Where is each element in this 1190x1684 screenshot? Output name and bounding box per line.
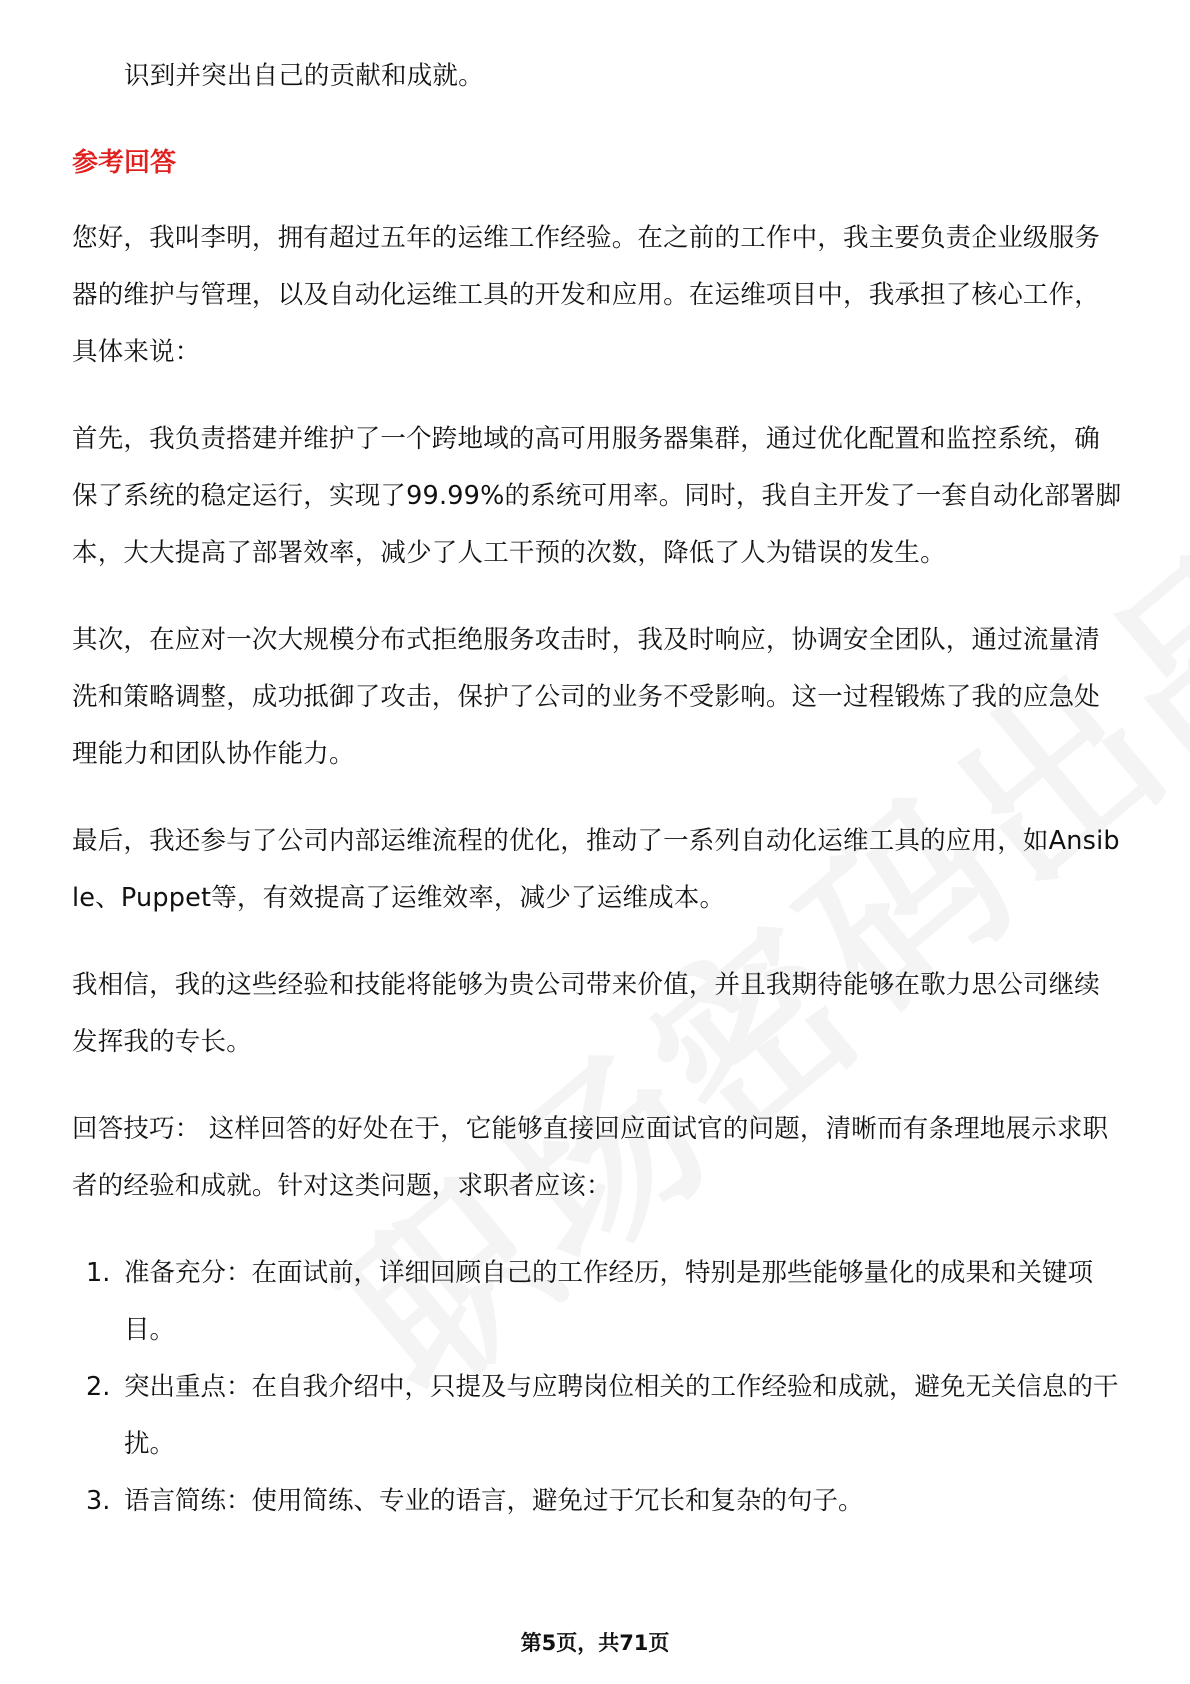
- list-item-text: 准备充分：在面试前，详细回顾自己的工作经历，特别是那些能够量化的成果和关键项目。: [124, 1258, 1094, 1345]
- paragraph-second: 其次，在应对一次大规模分布式拒绝服务攻击时，我及时响应，协调安全团队，通过流量清洗和策略调整，成功抵御了攻击，保护了公司的业务不受影响。这一过程锻炼了我的应急处理能力和团队协作能力。: [72, 625, 1101, 769]
- paragraph-intro: 您好，我叫李明，拥有超过五年的运维工作经验。在之前的工作中，我主要负责企业级服务器的维护与管理，以及自动化运维工具的开发和应用。在运维项目中，我承担了核心工作，具体来说：: [72, 223, 1101, 367]
- paragraph-last: 最后，我还参与了公司内部运维流程的优化，推动了一系列自动化运维工具的应用，如Ansible、Puppet等，有效提高了运维效率，减少了运维成本。: [72, 826, 1120, 913]
- page-content: [72, 48, 1122, 1530]
- intro-continuation: 识到并突出自己的贡献和成就。: [124, 61, 484, 91]
- paragraph-tips-intro: 回答技巧： 这样回答的好处在于，它能够直接回应面试官的问题，清晰而有条理地展示求职者的经验和成就。针对这类问题，求职者应该：: [72, 1114, 1109, 1201]
- paragraph-belief: 我相信，我的这些经验和技能将能够为贵公司带来价值，并且我期待能够在歌力思公司继续发挥我的专长。: [72, 970, 1101, 1057]
- list-item: [72, 1245, 1122, 1359]
- list-item-number: 1.: [86, 1258, 111, 1288]
- list-item: [72, 1359, 1122, 1473]
- list-item: [72, 1473, 1122, 1530]
- page-footer: 第5页，共71页: [520, 1631, 670, 1655]
- list-item-text: 语言简练：使用简练、专业的语言，避免过于冗长和复杂的句子。: [124, 1486, 864, 1516]
- list-item-text: 突出重点：在自我介绍中，只提及与应聘岗位相关的工作经验和成就，避免无关信息的干扰。: [124, 1372, 1119, 1459]
- paragraph-first: 首先，我负责搭建并维护了一个跨地域的高可用服务器集群，通过优化配置和监控系统，确保了系统的稳定运行，实现了99.99%的系统可用率。同时，我自主开发了一套自动化部署脚本，大大提高了部署效率，减少了人工干预的次数，降低了人为错误的发生。: [72, 424, 1122, 568]
- tips-list: [72, 1245, 1122, 1530]
- list-item-number: 3.: [86, 1486, 111, 1516]
- reference-answer-heading: 参考回答: [72, 148, 177, 178]
- list-item-number: 2.: [86, 1372, 111, 1402]
